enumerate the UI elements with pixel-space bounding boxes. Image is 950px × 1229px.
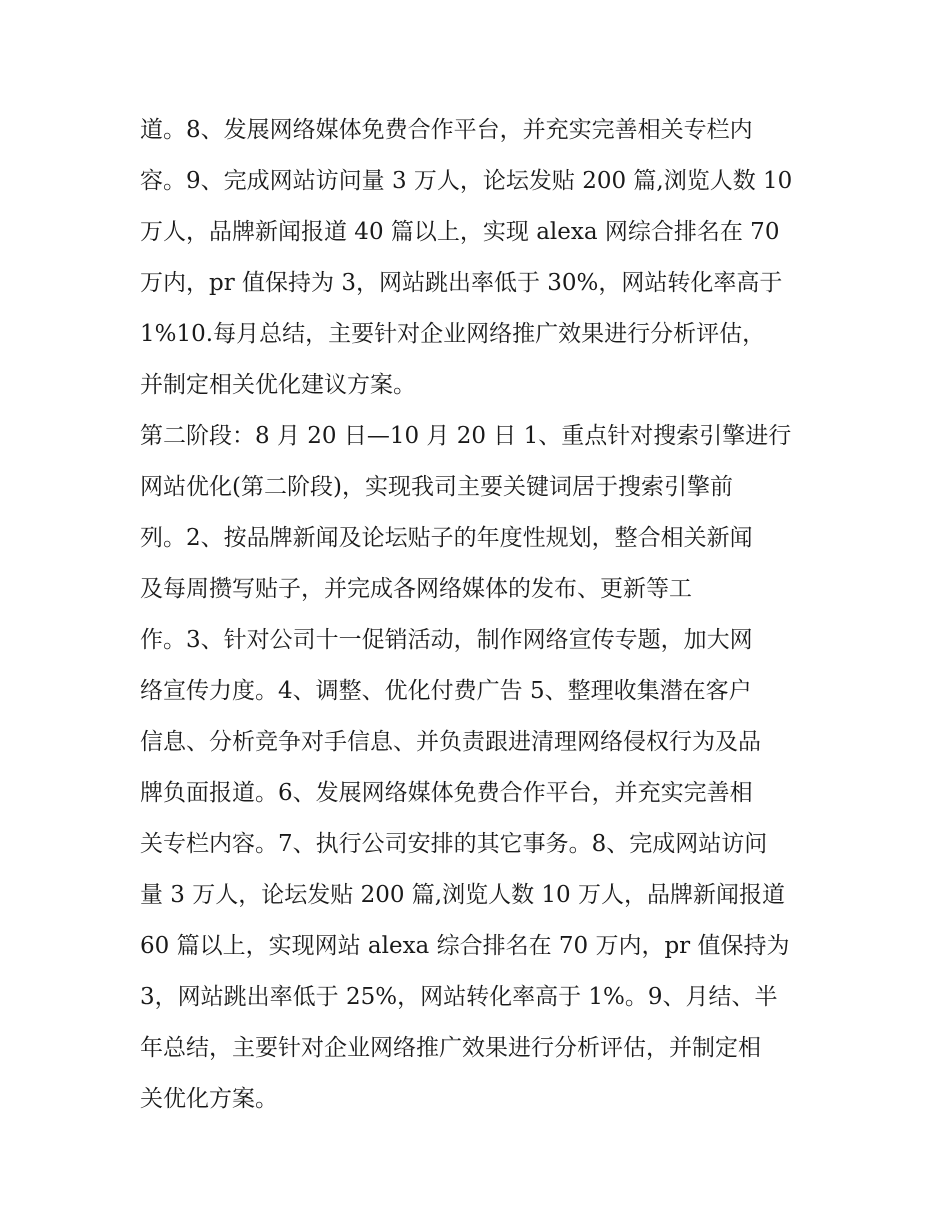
text-line: 容。9、完成网站访问量 3 万人，论坛发贴 200 篇,浏览人数 10 (140, 168, 793, 194)
text-line: 年总结，主要针对企业网络推广效果进行分析评估，并制定相 (140, 1035, 761, 1061)
text-line: 信息、分析竞争对手信息、并负责跟进清理网络侵权行为及品 (140, 729, 761, 755)
text-line: 60 篇以上，实现网站 alexa 综合排名在 70 万内，pr 值保持为 (140, 933, 790, 959)
text-line: 并制定相关优化建议方案。 (140, 372, 416, 398)
body-text (140, 105, 820, 1125)
text-line: 道。8、发展网络媒体免费合作平台，并充实完善相关专栏内 (140, 117, 753, 143)
section-heading-line: 第二阶段：8 月 20 日—10 月 20 日 1、重点针对搜索引擎进行 (140, 423, 792, 449)
text-line: 关优化方案。 (140, 1086, 278, 1112)
text-line: 及每周攒写贴子，并完成各网络媒体的发布、更新等工 (140, 576, 692, 602)
text-line: 1%10.每月总结，主要针对企业网络推广效果进行分析评估， (140, 321, 766, 347)
text-line: 关专栏内容。7、执行公司安排的其它事务。8、完成网站访问 (140, 831, 768, 857)
text-line: 网站优化(第二阶段)，实现我司主要关键词居于搜索引擎前 (140, 474, 733, 500)
text-line: 牌负面报道。6、发展网络媒体免费合作平台，并充实完善相 (140, 780, 753, 806)
text-line: 量 3 万人，论坛发贴 200 篇,浏览人数 10 万人，品牌新闻报道 (140, 882, 785, 908)
text-line: 列。2、按品牌新闻及论坛贴子的年度性规划，整合相关新闻 (140, 525, 753, 551)
text-line: 络宣传力度。4、调整、优化付费广告 5、整理收集潜在客户 (140, 678, 752, 704)
text-line: 万人，品牌新闻报道 40 篇以上，实现 alexa 网综合排名在 70 (140, 219, 780, 245)
text-line: 万内，pr 值保持为 3，网站跳出率低于 30%，网站转化率高于 (140, 270, 783, 296)
text-line: 作。3、针对公司十一促销活动，制作网络宣传专题，加大网 (140, 627, 753, 653)
text-line: 3，网站跳出率低于 25%，网站转化率高于 1%。9、月结、半 (140, 984, 778, 1010)
